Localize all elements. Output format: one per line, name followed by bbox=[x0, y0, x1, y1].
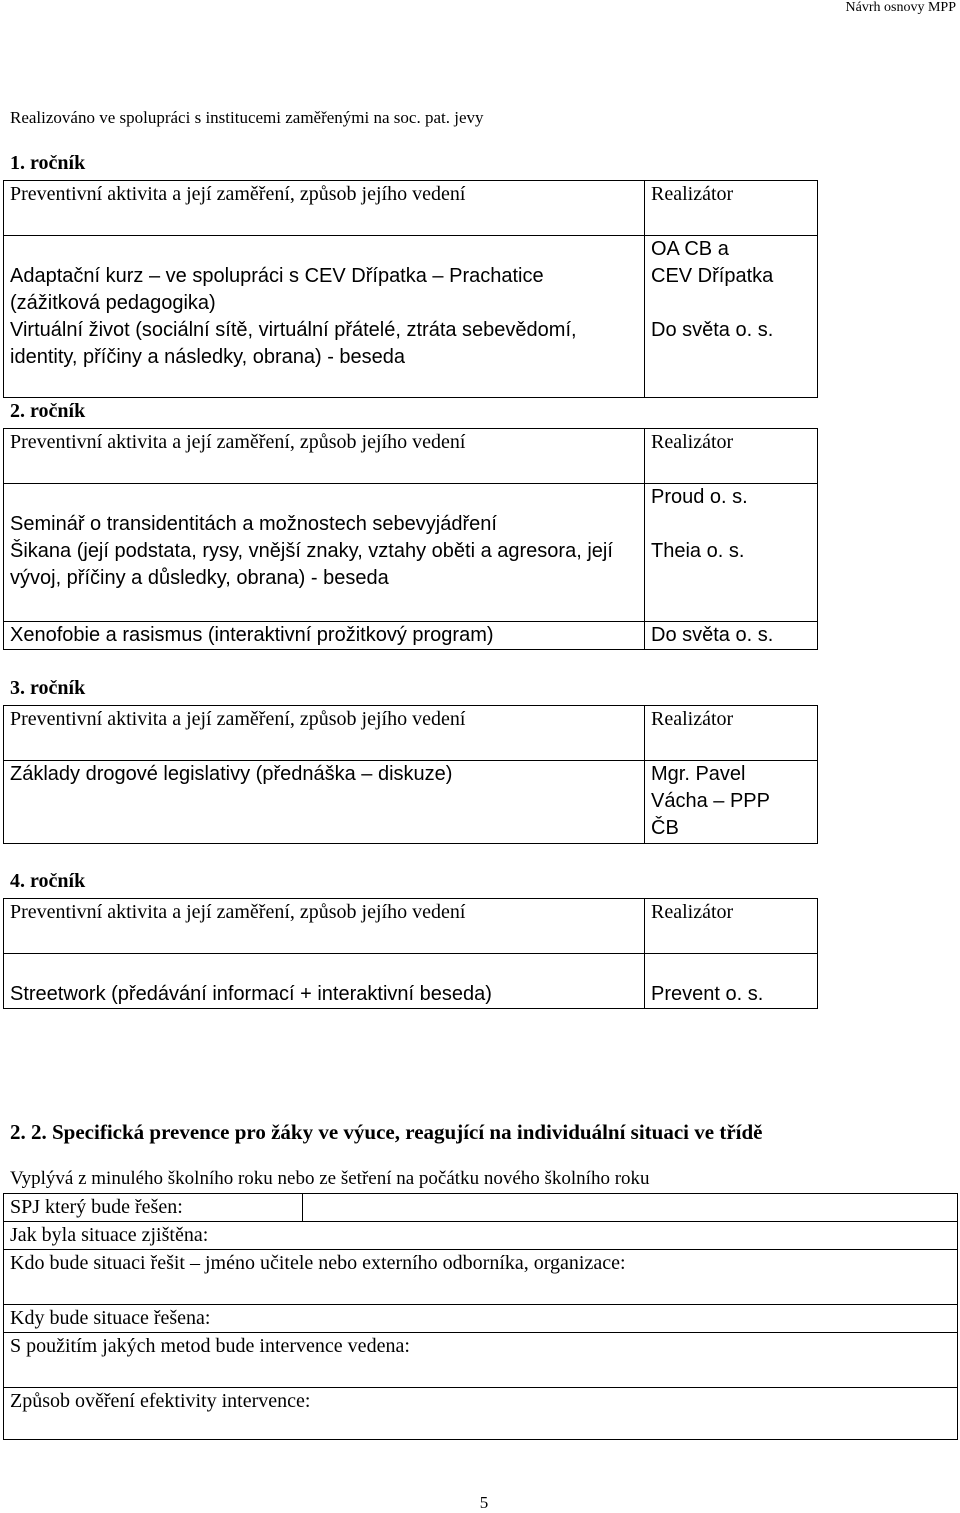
grade4-title: 4. ročník bbox=[10, 870, 86, 892]
grade3-realizer-1: Mgr. Pavel bbox=[651, 763, 746, 785]
grade4-activity: Streetwork (předávání informací + interaktivní beseda) bbox=[4, 954, 645, 1009]
grade2-activities bbox=[4, 484, 645, 622]
grade2-extra-activity: Xenofobie a rasismus (interaktivní prožitkový program) bbox=[4, 622, 645, 650]
grade2-realizers bbox=[645, 484, 818, 622]
grade1-activity-header: Preventivní aktivita a její zaměření, způsob jejího vedení bbox=[4, 181, 645, 236]
form-row-detection: Jak byla situace zjištěna: bbox=[4, 1222, 958, 1250]
section-title: 2. 2. Specifická prevence pro žáky ve výuce, reagující na individuální situaci ve třídě bbox=[10, 1120, 763, 1144]
grade3-realizers bbox=[645, 761, 818, 844]
grade4-realizer: Prevent o. s. bbox=[645, 954, 818, 1009]
page-number: 5 bbox=[479, 1493, 489, 1512]
grade1-table bbox=[3, 180, 818, 398]
grade3-activity-header: Preventivní aktivita a její zaměření, způsob jejího vedení bbox=[4, 706, 645, 761]
grade1-activity-1: Adaptační kurz – ve spolupráci s CEV Dřípatka – Prachatice (zážitková pedagogika) bbox=[10, 265, 544, 314]
grade3-title: 3. ročník bbox=[10, 677, 86, 699]
grade4-table bbox=[3, 898, 818, 1009]
grade1-realizer-1: OA CB a bbox=[651, 238, 729, 260]
grade2-realizer-2: Theia o. s. bbox=[651, 540, 745, 562]
grade3-realizer-2: Vácha – PPP bbox=[651, 790, 770, 812]
grade3-realizer-3: ČB bbox=[651, 817, 679, 839]
grade1-realizer-header: Realizátor bbox=[645, 181, 818, 236]
grade2-activity-header: Preventivní aktivita a její zaměření, způsob jejího vedení bbox=[4, 429, 645, 484]
form-row-methods: S použitím jakých metod bude intervence vedena: bbox=[4, 1333, 958, 1388]
grade2-table bbox=[3, 428, 818, 650]
page-header: Návrh osnovy MPP bbox=[845, 0, 956, 15]
form-row-when: Kdy bude situace řešena: bbox=[4, 1305, 958, 1333]
grade1-activities bbox=[4, 236, 645, 398]
grade2-realizer-header: Realizátor bbox=[645, 429, 818, 484]
grade2-activity-2: Šikana (její podstata, rysy, vnější znaky, vztahy oběti a agresora, její vývoj, příčiny a důsledky, obrana) - beseda bbox=[10, 540, 613, 589]
form-row-responsible: Kdo bude situaci řešit – jméno učitele nebo externího odborníka, organizace: bbox=[4, 1250, 958, 1305]
grade3-table bbox=[3, 705, 818, 844]
intro-text: Realizováno ve spolupráci s institucemi zaměřenými na soc. pat. jevy bbox=[10, 108, 484, 127]
form-row-spj-value[interactable] bbox=[303, 1194, 958, 1222]
grade4-realizer-header: Realizátor bbox=[645, 899, 818, 954]
grade3-activity: Základy drogové legislativy (přednáška – diskuze) bbox=[4, 761, 645, 844]
grade2-activity-1: Seminář o transidentitách a možnostech sebevyjádření bbox=[10, 513, 497, 535]
grade1-realizer-3: Do světa o. s. bbox=[651, 319, 774, 341]
grade1-realizer-2: CEV Dřípatka bbox=[651, 265, 774, 287]
grade4-activity-header: Preventivní aktivita a její zaměření, způsob jejího vedení bbox=[4, 899, 645, 954]
situation-form-table bbox=[3, 1193, 958, 1440]
grade3-realizer-header: Realizátor bbox=[645, 706, 818, 761]
form-row-effectiveness: Způsob ověření efektivity intervence: bbox=[4, 1388, 958, 1440]
grade1-title: 1. ročník bbox=[10, 152, 86, 174]
form-row-spj-label: SPJ který bude řešen: bbox=[4, 1194, 303, 1222]
grade1-realizers bbox=[645, 236, 818, 398]
grade1-activity-2: Virtuální život (sociální sítě, virtuální přátelé, ztráta sebevědomí, identity, příčiny a následky, obrana) - beseda bbox=[10, 319, 577, 368]
grade2-realizer-1: Proud o. s. bbox=[651, 486, 748, 508]
grade2-extra-realizer: Do světa o. s. bbox=[645, 622, 818, 650]
grade2-title: 2. ročník bbox=[10, 400, 86, 422]
section-subtitle: Vyplývá z minulého školního roku nebo ze šetření na počátku nového školního roku bbox=[10, 1168, 650, 1189]
